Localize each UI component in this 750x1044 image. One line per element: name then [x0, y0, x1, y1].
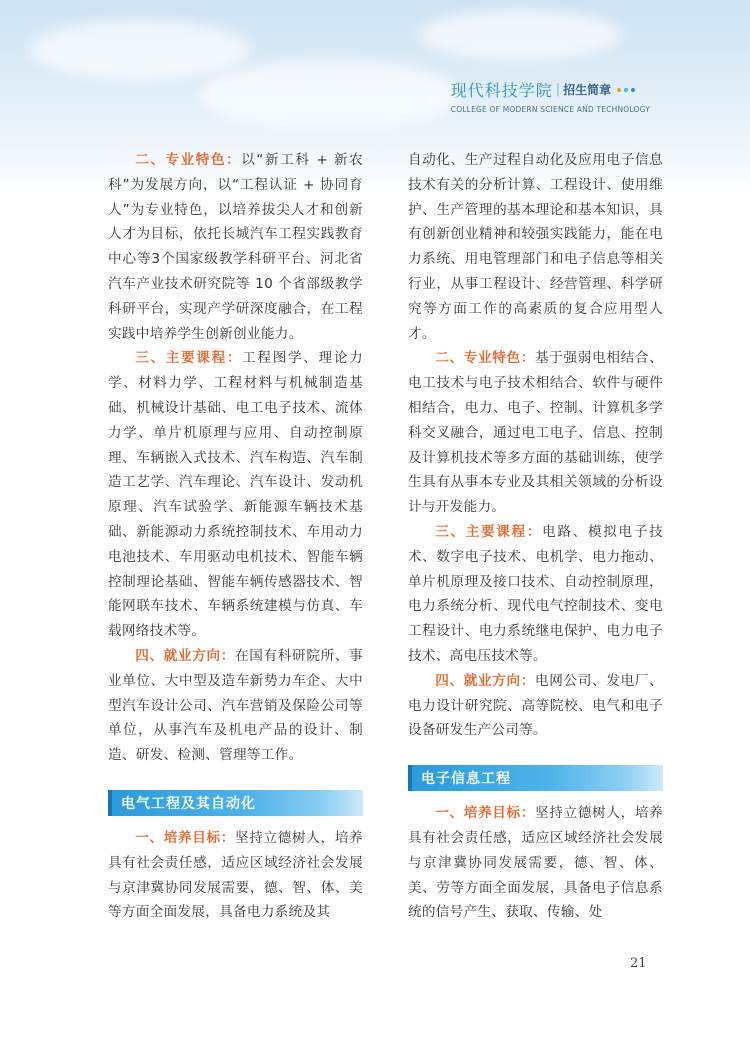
- paragraph-text: 工程图学、理论力学、材料力学、工程材料与机械制造基础、机械设计基础、电工电子技术、流体力学、单片机原理与应用、自动控制原理、车辆嵌入式技术、汽车构造、汽车制造工艺学、汽车理论、汽车设计、发动机原理、汽车试验学、新能源车辆技术基础、新能源动力系统控制技术、车用动力电池技术、车用驱动电机技术、智能车辆控制理论基础、智能车辆传感器技术、智能网联车技术、车辆系统建模与仿真、车载网络技术等。: [108, 350, 363, 640]
- paragraph: [108, 148, 363, 346]
- paragraph: [408, 520, 663, 669]
- paragraph: [408, 346, 663, 520]
- brochure-title: 招生简章: [563, 83, 612, 97]
- paragraph-text: 自动化、生产过程自动化及应用电子信息技术有关的分析计算、工程设计、使用维护、生产管理的基本理论和基本知识，具有创新创业精神和较强实践能力，能在电力系统、用电管理部门和电子信息等相关行业，从事工程设计、经营管理、科学研究等方面工作的高素质的复合应用型人才。: [408, 152, 663, 342]
- paragraph-text: 坚持立德树人，培养具有社会责任感，适应区域经济社会发展与京津冀协同发展需要，德、智、体、美、劳等方面全面发展，具备电子信息系统的信号产生、获取、传输、处: [408, 805, 663, 921]
- paragraph-label: 二、专业特色：: [135, 152, 242, 168]
- paragraph-label: 三、主要课程：: [435, 523, 543, 540]
- cloud-decoration: [200, 60, 460, 130]
- section-title: 电气工程及其自动化: [121, 795, 256, 812]
- paragraph-text: 基于强弱电相结合、电工技术与电子技术相结合、软件与硬件相结合，电力、电子、控制、计算机多学科交叉融合，通过电工电子、信息、控制及计算机技术等多方面的基础训练，使学生具有从事本专业及其相关领域的分析设计与开发能力。: [408, 350, 663, 516]
- paragraph: [408, 148, 663, 346]
- paragraph-text: 电路、模拟电子技术、数字电子技术、电机学、电力拖动、单片机原理及接口技术、自动控制原理，电力系统分析、现代电气控制技术、变电工程设计、电力系统继电保护、电力电子技术、高电压技术等。: [408, 523, 663, 664]
- paragraph-label: 四、就业方向：: [135, 647, 236, 664]
- paragraph-text: 坚持立德树人，培养具有社会责任感，适应区域经济社会发展与京津冀协同发展需要，德、智、体、美等方面全面发展，具备电力系统及其: [108, 829, 363, 921]
- paragraph-label: 二、专业特色：: [435, 350, 536, 367]
- paragraph-text: 电网公司、发电厂、电力设计研究院、高等院校、电气和电子设备研发生产公司等。: [408, 672, 663, 739]
- header-separator: |: [555, 82, 561, 97]
- left-column: [108, 148, 363, 925]
- paragraph: [408, 669, 663, 743]
- paragraph-text: 在国有科研院所、事业单位、大中型及造车新势力车企、大中型汽车设计公司、汽车营销及保险公司等单位，从事汽车及机电产品的设计、制造、研发、检测、管理等工作。: [108, 647, 363, 764]
- paragraph-label: 一、培养目标：: [135, 829, 236, 846]
- cloud-decoration: [30, 20, 250, 80]
- section-title: 电子信息工程: [421, 771, 511, 788]
- cloud-decoration: [420, 10, 620, 60]
- paragraph-text: 以“新工科 + 新农科”为发展方向，以“工程认证 + 协同育人”为专业特色，以培养拔尖人才和创新人才为目标，依托长城汽车工程实践教育中心等3个国家级教学科研平台、河北省汽车产业技术研究院等 10 个省部级教学科研平台，实现产学研深度融合，在工程实践中培养学生创新创业能力。: [108, 152, 364, 342]
- page-number: 21: [630, 956, 647, 971]
- section-heading: [408, 765, 663, 791]
- paragraph-label: 三、主要课程：: [135, 350, 243, 367]
- school-name: 现代科技学院: [450, 81, 553, 100]
- right-column: [408, 148, 663, 925]
- page-header: [451, 78, 650, 114]
- college-english-name: COLLEGE OF MODERN SCIENCE AND TECHNOLOGY: [450, 105, 650, 114]
- paragraph: [408, 801, 663, 925]
- dots-icon: [617, 88, 635, 92]
- paragraph: [108, 826, 363, 925]
- paragraph: [108, 346, 363, 644]
- paragraph: [108, 644, 363, 768]
- section-heading: [108, 790, 363, 816]
- paragraph-label: 四、就业方向：: [435, 672, 536, 689]
- paragraph-label: 一、培养目标：: [435, 805, 536, 822]
